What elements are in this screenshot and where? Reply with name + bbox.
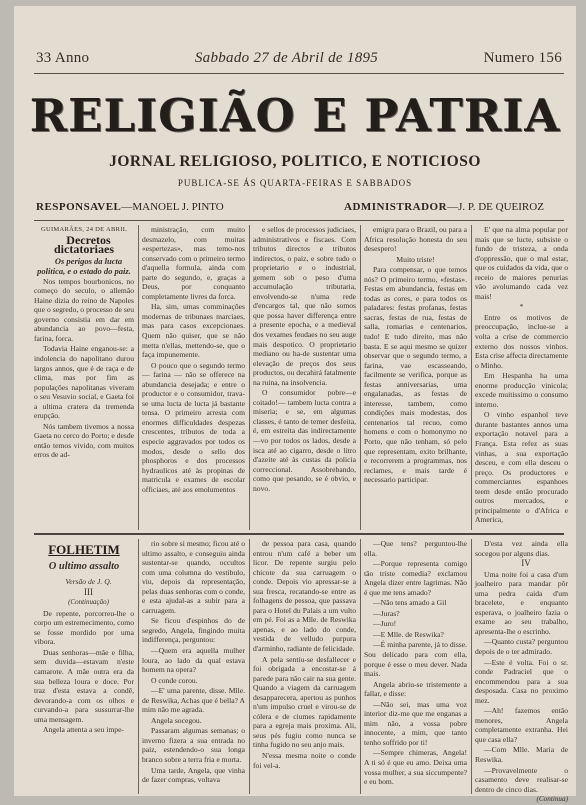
article-heading: Os perigos da lucta politica, e o estado do paiz. xyxy=(37,255,131,276)
newspaper-subtitle: JORNAL RELIGIOSO, POLITICO, E NOTICIOSO xyxy=(109,153,481,170)
column-divider xyxy=(360,539,361,794)
column-divider xyxy=(471,539,472,794)
column-1 xyxy=(34,225,134,530)
story-paragraph: Angela abriu-se tristemente a fallar, e disse: xyxy=(364,679,467,699)
responsible-credit xyxy=(36,201,224,213)
article-paragraph: Ha, sim, umas comminações modernas de tribunaes marciaes, mas para casos excepcionaes. Quem não quiser, que se não metta n'ellas, mettendo-se, que o faça impunemente. xyxy=(142,302,245,360)
story-paragraph: —Ah! fazemos então menores, Angela completamente extranha. Hei que casa ella? xyxy=(475,706,568,744)
folhetim-column-4 xyxy=(364,539,467,794)
responsible-label: RESPONSAVEL xyxy=(36,201,122,213)
article-paragraph: ministração, com muito desmazelo, com muitas «espertezas», mas temo-nos conservado com o primeiro termo d'aquella formula, ainda com parte do segundo, e, graças a Deus, por conquanto completamente livres da forca. xyxy=(142,225,245,301)
column-divider xyxy=(138,539,139,794)
story-paragraph: —Porque representa comigo tão triste comedia? exclamou Angela dizer entre lagrimas. Não é que me tens amado? xyxy=(364,559,467,597)
column-divider xyxy=(138,225,139,530)
article-paragraph: Muito triste! xyxy=(396,254,435,264)
section-heading: Decretos dictatoriaes xyxy=(54,232,114,257)
story-paragraph: —Não sei, mas uma voz interior diz-me que me enganas a mim não, a vossa pobre innocente, a mim, que tanto tenho soffrido por ti! xyxy=(364,699,467,747)
story-paragraph: —Este é volta. Foi o sr. conde Padraciel que o encommendou para a sua desposada. Casa no proximo mez. xyxy=(475,657,568,705)
folhetim-column-3 xyxy=(253,539,356,794)
dateline: GUIMARÃES, 24 DE ABRIL xyxy=(40,226,128,233)
story-paragraph: De repente, porcorreu-lhe o corpo um estremecimento, como se fosse mordido por uma vibora. xyxy=(34,608,134,647)
folhetim-column-2 xyxy=(142,539,245,794)
story-paragraph: —É minha parente, já to disse. Sou delicado para com ella, porque é esse o meu dever. Nada mais. xyxy=(364,640,467,679)
column-divider xyxy=(249,225,250,530)
story-paragraph: —Não tens amado a Gil xyxy=(373,598,447,608)
story-paragraph: —Sempre chimeras, Angela! A ti só é que eu amo. Deixa uma vossa mulher, a sua siccumpente? e eu bom. xyxy=(364,748,467,787)
article-paragraph: Nos tempos bourbonicos, no começo do seculo, o allemão Haine dizia do reino de Napoles que o segredo, o processo de seu governo consistia em dar em abundancia ao povo—festa, farina, forca. xyxy=(34,276,134,343)
issue-date: Sabbado 27 de Abril de 1895 xyxy=(194,50,379,66)
column-4 xyxy=(364,225,467,530)
admin-name: —J. P. DE QUEIROZ xyxy=(447,201,544,213)
column-3 xyxy=(253,225,356,530)
story-paragraph: de pessoa para casa, quando entrou n'um café a beber um licor. De repente surgiu pelo chicote da sua carruagem o conde. Depois vio apressar-se a sua fresca, recatando-se entre as folhagens de pessoa, que passava para o Hotel du Palais a um vulto em pé. Foi as a Mlle. de Reswika apenas, e ao lado do conde, vestida de velludo purpura d'arminho, radiante de felicidade. xyxy=(253,539,356,654)
issue-line xyxy=(36,50,562,67)
article-paragraph: O pouco que o segundo termo — farina — não se offerece na abundancia desejada; e entre o productor e o consumidor, trava-se uma lucta de lucta já bastante tensa. O primeiro arresta com enormes difficuldades despezas crescentes, tributos de toda a especie aggravados por todos os modos, desde o sello dos phosphoros e dos processos hydraulicos até às propinas de matricula e exames de escolar officiaes, até aos emolumentos xyxy=(142,360,245,494)
article-paragraph: Em Hespanha ha uma enorme producção vinicola; excede muitissimo o consumo interno. xyxy=(475,371,568,409)
folhetim-title: FOLHETIM xyxy=(48,542,120,557)
article-paragraph: Para compensar, o que temos nós? O primeiro termo, «festas». Festas em abundancia, festas em todas as cores, e para todos os paladares: festas profanas, festas sacras, festas de rua, festas de salla, romarias e centenarios, tudo! E tudo direito, mas não basta. E se aqui mesmo se quizer observar que o segundo termo, a farina, vae escasseando, facilmente se verifica, porque as festas anniversarias, uma engalanadas, as festas de interesse, tambem, como condições mais modestas, dos centenarios tal recuo, como homens e com o homonymo no Porto, que não tenham, só pelo que representam, exito brilhante, e recorrerem a programmas, nos reclames, e mais tarde é necessario participar. xyxy=(364,265,467,485)
continued-note: (Continua) xyxy=(536,795,568,804)
story-paragraph: O conde corou. xyxy=(151,675,198,685)
story-paragraph: —Provavelmente o casamento deve realisar-se dentro de cinco dias. xyxy=(475,765,568,794)
story-paragraph: A pela sentiu-se desfallecer e foi obrigada a encostar-se á parede para não cair na sua gente. Quando a viagem da carruagem desapparecera, apertou as punhos n'um impulso cruel e virou-se de cólera e de ciumes rapidamente para a egreja mais proxima. Ali, seus pés fugiu como nunca se tinha fugido no seu anjo mais. xyxy=(253,654,356,750)
chapter-numeral: IV xyxy=(521,558,531,569)
article-paragraph: Entre os motivos de preoccupação, inclue-se a volta a crise de commercio externo dos nossos vinhos. Esta crise affecta directamente o Minho. xyxy=(475,312,568,370)
continuation-note: (Continuação) xyxy=(68,598,109,607)
newspaper-title: RELIGIÃO E PATRIA xyxy=(29,89,561,142)
story-paragraph: D'esta vez ainda ella socegou por alguns dias. xyxy=(475,539,568,558)
story-title: O ultimo assalto xyxy=(48,560,120,572)
article-paragraph: Nós tambem tivemos a nossa Gaeta no cerco do Porto; e desde então temos vivido, com muitos erros de ad- xyxy=(34,421,134,460)
translation-credit: Versão de J. Q. xyxy=(65,577,112,587)
story-paragraph: Uma noite foi a casa d'um joalheiro para mandar pôr uma pedra caida d'um bracelete, e enquanto esperava, o joalheiro fazia o exame ao seu trabalho, apresenta-lhe o escrinho. xyxy=(475,569,568,636)
story-paragraph: —Quanto custa? perguntou depois de o ter admirado. xyxy=(475,637,568,657)
column-divider xyxy=(471,225,472,530)
folhetim-divider-rule xyxy=(34,533,564,535)
story-paragraph: Duas senhoras—mãe e filha, sem duvida—estavam n'este camarote. A mãe outra era da sua belleza loura e doce. Por traz d'esta estava a condê, devorando-a com os olhos e curvando-a para sussurrar-lhe uma mensagem. xyxy=(34,647,134,724)
responsible-name: —MANOEL J. PINTO xyxy=(121,201,224,213)
story-paragraph: —E Mlle. de Reswika? xyxy=(373,629,444,639)
article-paragraph: emigra para o Brazil, ou para a Africa resolução honesta do seu desespero! xyxy=(364,225,467,254)
top-rule xyxy=(34,73,564,74)
newspaper-page xyxy=(14,6,576,804)
header-bottom-rule xyxy=(34,220,564,221)
issue-year: 33 Anno xyxy=(36,50,90,66)
story-paragraph: —Juro! xyxy=(373,619,397,629)
story-paragraph: —Que tens? perguntou-lhe ella. xyxy=(364,539,467,558)
folhetim-column-5 xyxy=(475,539,568,804)
column-divider xyxy=(360,225,361,530)
story-paragraph: —Com Mlle. Maria de Reswika. xyxy=(475,745,568,765)
story-paragraph: Se ficou d'espinhos do de segredo, Angela, fingindo muita indifferença, perguntou: xyxy=(142,616,245,645)
admin-credit xyxy=(344,201,544,213)
folhetim-column-1 xyxy=(34,539,134,794)
publication-days: PUBLICA-SE ÁS QUARTA-FEIRAS E SABBADOS xyxy=(177,178,413,188)
column-5 xyxy=(475,225,568,530)
issue-number: Numero 156 xyxy=(483,50,562,66)
article-paragraph: E' que na alma popular por mais que se lucte, subsiste o fundo de tristeza, a onda d'oppressão, que o mal estar, que os cuidados da vida, que o receio de maiores penurias vão avolumando cada vez mais! xyxy=(475,225,569,301)
column-divider xyxy=(249,539,250,794)
column-2 xyxy=(142,225,245,530)
section-asterisk: * xyxy=(519,302,524,312)
article-paragraph: O vinho espanhol teve durante bastantes annos uma exportação notavel para a França. Esta refez as suas vinhas, a sua exportação desceu, e com ella desceu o preço. Os productores e commerciantes espanhoes teem desde então procurado outros mercados, e principalmente o d'Africa e America, xyxy=(475,410,568,525)
story-paragraph: N'essa mesma noite o conde foi vel-a. xyxy=(253,751,356,770)
story-paragraph: —Quem era aquella mulher loura, ao lado da qual estava homem na opera? xyxy=(142,646,245,675)
story-paragraph: —Juras? xyxy=(373,608,400,618)
story-paragraph: Angela attenta a seu impe- xyxy=(43,725,124,735)
article-paragraph: e sellos de processos judiciaes, administrativos e fiscaes. Com tributos directos e tributos indirectos, o paiz, e sobre tudo o proprietario e o industrial, gemem sob o peso d'uma accumulação tributaria, envolvendo-se n'uma rede d'encargos tal, que não somos que possa haver differença entre a presente epocha, e a medieval dos vexames feudaes no seu auge mais despotico. O proprietario mediano ou ha-de sustentar uma elevação de preços dos seus productos, ou decahirá fatalmente na ruina, na insolvencia. xyxy=(253,225,356,387)
story-paragraph: —E' uma parente, disse. Mlle. de Reswika, Achas que é bella? A mim não me agrada. xyxy=(142,686,245,715)
story-paragraph: Passaram algumas semanas; o inverno fizera a sua entrada no paiz, estendendo-o sua longa branco sobre a terra fria e morta. xyxy=(142,726,245,765)
story-paragraph: Angela socegou. xyxy=(151,715,202,725)
story-paragraph: rio sobre si mesmo; ficou até o ultimo assalto, e conseguiu ainda sustentar-se quando, occultos com uma columna do vestibulo, viu, depois da representação, pelas duas senhoras com o conde, e esta ajudal-as a subir para a carruagem. xyxy=(142,539,245,615)
chapter-numeral: III xyxy=(84,586,93,597)
article-paragraph: O consumidor pobre—e coitado!— tambem lucta contra a miseria; e se, em algumas classes, é tanto de temer desfeita, é, em estreita das indirectamente—vo por todos os lados, desde a isca até ao cigarro, desde o litro d'azeite até às custas da policia correccional. Assobrebando, como que pesando, se é obvio, e novo. xyxy=(253,388,356,493)
article-paragraph: Todavia Haine enganou-se: a indolencia do napolitano durou largos annos, que é de raça e de clima, mas por fim as populações napolitanas viveram o seu Vesuvio social, e Gaeta foi a ultima cratera da tremenda erupção. xyxy=(34,344,134,421)
story-paragraph: Uma tarde, Angela, que vinha de fazer compras, voltava xyxy=(142,765,245,785)
admin-label: ADMINISTRADOR xyxy=(344,201,448,213)
